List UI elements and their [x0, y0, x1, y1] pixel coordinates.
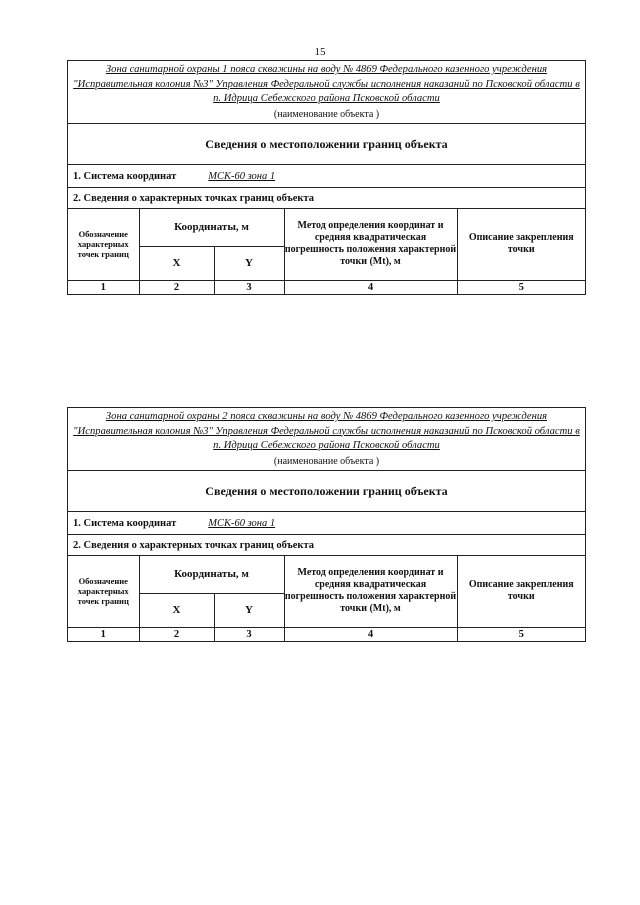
- boundary-block-zone-2: [67, 407, 586, 642]
- col-number: 4: [284, 627, 457, 641]
- object-name: Зона санитарной охраны 1 пояса скважины на воду № 4869 Федерального казенного учреждения "Исправительная колония №3" Управления Федеральной службы исполнения наказаний по Псковской области в п. Идрица Себежского района Псковской области: [73, 64, 580, 104]
- object-name: Зона санитарной охраны 2 пояса скважины на воду № 4869 Федерального казенного учреждения "Исправительная колония №3" Управления Федеральной службы исполнения наказаний по Псковской области в п. Идрица Себежского района Псковской области: [73, 411, 580, 451]
- points-table-wrap: [68, 208, 585, 294]
- section-heading: Сведения о местоположении границ объекта: [68, 123, 585, 164]
- coordinate-system-label: 1. Система координат: [73, 517, 177, 529]
- col-header-method: Метод определения координат и средняя квадратическая погрешность положения характерной точки (Mt), м: [284, 556, 457, 628]
- col-number: 2: [139, 627, 214, 641]
- boundary-block-zone-1: [67, 60, 586, 295]
- object-name-caption: (наименование объекта ): [273, 455, 380, 467]
- col-number: 1: [68, 280, 139, 294]
- col-header-point: Обозначение характерных точек границ: [68, 209, 139, 281]
- section-heading: Сведения о местоположении границ объекта: [68, 470, 585, 511]
- col-number: 2: [139, 280, 214, 294]
- points-table: [68, 556, 585, 641]
- coordinate-system-label: 1. Система координат: [73, 170, 177, 182]
- points-section-title: 2. Сведения о характерных точках границ объекта: [68, 534, 585, 555]
- col-number: 3: [214, 627, 284, 641]
- page-number: 15: [314, 46, 326, 58]
- object-name-caption: (наименование объекта ): [273, 108, 380, 120]
- col-number: 1: [68, 627, 139, 641]
- col-header-coordinates: Координаты, м: [139, 556, 284, 594]
- coordinate-system-value: МСК-60 зона 1: [208, 170, 276, 182]
- col-header-y: Y: [214, 593, 284, 627]
- col-number: 4: [284, 280, 457, 294]
- col-number: 5: [457, 280, 585, 294]
- col-header-x: X: [139, 593, 214, 627]
- col-number: 3: [214, 280, 284, 294]
- col-header-y: Y: [214, 246, 284, 280]
- coordinate-system-row: [68, 164, 585, 187]
- coordinate-system-value: МСК-60 зона 1: [208, 517, 276, 529]
- coordinate-system-row: [68, 511, 585, 534]
- points-table-wrap: [68, 555, 585, 641]
- points-table: [68, 209, 585, 294]
- col-header-x: X: [139, 246, 214, 280]
- col-number: 5: [457, 627, 585, 641]
- col-header-point: Обозначение характерных точек границ: [68, 556, 139, 628]
- col-header-description: Описание закрепления точки: [457, 209, 585, 281]
- col-header-coordinates: Координаты, м: [139, 209, 284, 247]
- col-header-description: Описание закрепления точки: [457, 556, 585, 628]
- col-header-method: Метод определения координат и средняя квадратическая погрешность положения характерной точки (Mt), м: [284, 209, 457, 281]
- points-section-title: 2. Сведения о характерных точках границ объекта: [68, 187, 585, 208]
